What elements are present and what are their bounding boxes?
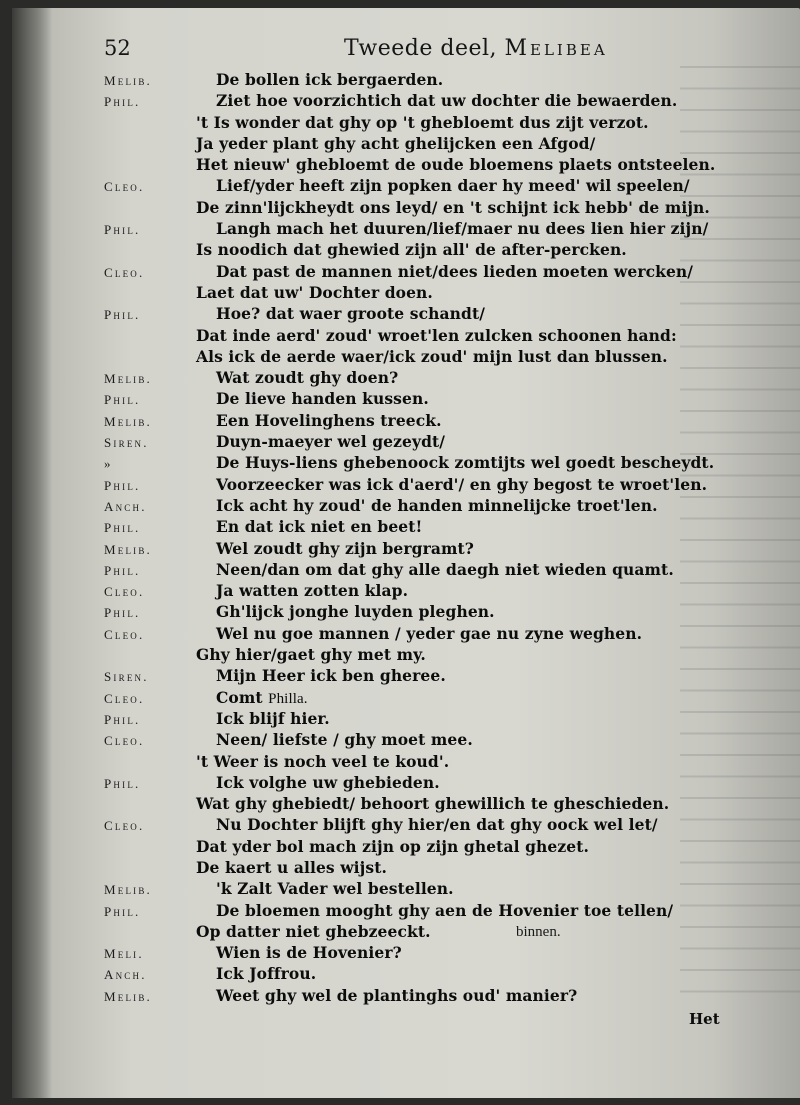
speech-words: De Huys-liens ghebenoock zomtijts wel goedt bescheydt. (216, 453, 715, 473)
speaker-label: Phil. (104, 775, 141, 791)
speaker-label: Cleo. (104, 690, 145, 706)
speaker-label: Phil. (104, 520, 141, 536)
speech-text (196, 155, 715, 174)
dialogue-line (104, 624, 744, 645)
speech-words: Ziet hoe voorzichtich dat uw dochter die bewaerden. (216, 91, 678, 111)
speech-text (216, 879, 454, 898)
dialogue-line (104, 517, 744, 538)
speech-text (216, 517, 422, 536)
dialogue-line (104, 453, 744, 474)
speech-text (216, 475, 707, 494)
running-header (104, 36, 644, 66)
dialogue-line (104, 91, 744, 112)
speech-words: 't Weer is noch veel te koud'. (196, 751, 450, 771)
speech-text (216, 389, 429, 408)
catchword: Het (689, 1010, 720, 1028)
speech-text (216, 411, 442, 430)
speech-text (216, 453, 714, 472)
speech-words: Neen/ liefste / ghy moet mee. (216, 730, 473, 750)
speech-text (196, 794, 669, 813)
speech-text (216, 176, 690, 195)
speaker-label: Melib. (104, 882, 153, 898)
speech-roman-name: Philla. (268, 690, 308, 707)
speaker-label: Cleo. (104, 626, 145, 642)
dialogue-line (104, 368, 744, 389)
speech-text (216, 432, 445, 451)
speaker-label: Melib. (104, 371, 153, 387)
speech-text (196, 922, 431, 941)
dialogue-line (104, 602, 744, 623)
speaker-label: Anch. (104, 498, 147, 514)
speech-text (196, 858, 387, 877)
dialogue-line (104, 943, 744, 964)
speech-text (216, 709, 330, 728)
running-title (344, 36, 608, 61)
speech-text (216, 666, 446, 685)
dialogue-line (104, 645, 744, 666)
page-number: 52 (104, 36, 131, 60)
speech-words: Wat ghy ghebiedt/ behoort ghewillich te gheschieden. (196, 794, 670, 814)
speech-words: Wat zoudt ghy doen? (216, 368, 399, 388)
dialogue-line (104, 539, 744, 560)
speaker-label: Phil. (104, 562, 141, 578)
speech-text (196, 326, 677, 345)
running-title-name: Melibea (504, 36, 608, 61)
dialogue-line (104, 794, 744, 815)
speech-words: 'k Zalt Vader wel bestellen. (216, 879, 454, 899)
dialogue-line (104, 709, 744, 730)
speech-words: Duyn-maeyer wel gezeydt/ (216, 432, 446, 452)
speech-words: Ghy hier/gaet ghy met my. (196, 645, 426, 665)
dialogue-line (104, 347, 744, 368)
speaker-label: Phil. (104, 903, 141, 919)
speaker-label: Phil. (104, 711, 141, 727)
dialogue-line (104, 752, 744, 773)
dialogue-line (104, 560, 744, 581)
dialogue-line (104, 475, 744, 496)
speech-text (216, 730, 473, 749)
dialogue-line (104, 901, 744, 922)
speech-words: De lieve handen kussen. (216, 389, 429, 409)
speech-words: Voorzeecker was ick d'aerd'/ en ghy begost te wroet'len. (216, 474, 708, 494)
speech-text (216, 964, 316, 983)
dialogue-line (104, 155, 744, 176)
dialogue-line (104, 879, 744, 900)
speech-words: Ick Joffrou. (216, 964, 317, 984)
speech-words: Wel nu goe mannen / yeder gae nu zyne weghen. (216, 623, 643, 643)
speaker-label: Meli. (104, 946, 144, 962)
speech-text (216, 901, 673, 920)
speech-text (196, 283, 433, 302)
speaker-label: Phil. (104, 222, 141, 238)
dialogue-line (104, 666, 744, 687)
dialogue-line (104, 304, 744, 325)
speaker-label: Melib. (104, 73, 153, 88)
speech-text (216, 581, 408, 600)
dialogue-line (104, 986, 744, 1007)
speech-words: Neen/dan om dat ghy alle daegh niet wieden quamt. (216, 559, 674, 579)
book-page (12, 8, 800, 1098)
dialogue-line (104, 113, 744, 134)
speaker-label: Phil. (104, 307, 141, 323)
speaker-label: Cleo. (104, 818, 145, 834)
dialogue-line (104, 176, 744, 197)
speech-text (216, 496, 658, 515)
dialogue-line (104, 432, 744, 453)
speech-words: De kaert u alles wijst. (196, 857, 387, 877)
speaker-label: Phil. (104, 392, 141, 408)
dialogue-line (104, 773, 744, 794)
speaker-label: Siren. (104, 669, 149, 685)
dialogue-line (104, 730, 744, 751)
speech-words: Mijn Heer ick ben gheree. (216, 666, 446, 686)
dialogue-line (104, 389, 744, 410)
speech-text (196, 645, 426, 664)
speech-words: Nu Dochter blijft ghy hier/en dat ghy oock wel let/ (216, 815, 658, 835)
page-gutter-shadow (12, 8, 52, 1098)
speaker-label: Cleo. (104, 733, 145, 749)
speaker-label: Melib. (104, 541, 153, 557)
speaker-label: Phil. (104, 605, 141, 621)
speech-text (216, 943, 402, 962)
speech-text (216, 560, 674, 579)
speech-text (216, 368, 398, 387)
speech-words: Wel zoudt ghy zijn bergramt? (216, 538, 474, 558)
speech-words: Is noodich dat ghewied zijn all' de after-percken. (196, 240, 627, 260)
speech-text (196, 240, 627, 259)
dialogue-line (104, 411, 744, 432)
dialogue-line (104, 240, 744, 261)
speech-text (216, 539, 474, 558)
speech-words: Ick blijf hier. (216, 708, 330, 728)
speech-text (216, 219, 708, 238)
speech-words: Weet ghy wel de plantinghs oud' manier? (216, 985, 578, 1005)
dialogue-line (104, 688, 744, 709)
dialogue-line (104, 198, 744, 219)
speaker-label: Siren. (104, 435, 149, 451)
running-title-main: Tweede deel, (344, 36, 505, 61)
dialogue-line (104, 496, 744, 517)
speech-words: Wien is de Hovenier? (216, 943, 402, 963)
dialogue-line (104, 283, 744, 304)
dialogue-line (104, 219, 744, 240)
speech-text (196, 113, 649, 132)
speech-text (196, 837, 589, 856)
dialogue-line (104, 858, 744, 879)
speech-text (196, 347, 668, 366)
speech-text (216, 262, 693, 281)
speech-words: De zinn'lijckheydt ons leyd/ en 't schijnt ick hebb' de mijn. (196, 197, 710, 217)
dialogue-line (104, 134, 744, 155)
speech-text (216, 815, 658, 834)
dialogue-line (104, 326, 744, 347)
speech-words: De bloemen mooght ghy aen de Hovenier toe tellen/ (216, 900, 674, 920)
speech-words: Langh mach het duuren/lief/maer nu dees lien hier zijn/ (216, 219, 709, 239)
speech-words: Als ick de aerde waer/ick zoud' mijn lust dan blussen. (196, 346, 668, 366)
speech-words: Ick volghe uw ghebieden. (216, 772, 440, 792)
speech-text (216, 986, 577, 1005)
speaker-label: Melib. (104, 413, 153, 429)
dialogue-line (104, 922, 744, 943)
speech-words: Dat yder bol mach zijn op zijn ghetal ghezet. (196, 836, 589, 856)
dialogue-line (104, 964, 744, 985)
speech-words: Lief/yder heeft zijn popken daer hy meed' wil speelen/ (216, 176, 690, 196)
dialogue-line (104, 262, 744, 283)
speech-words: Hoe? dat waer groote schandt/ (216, 304, 485, 324)
speech-words: Het nieuw' ghebloemt de oude bloemens plaets ontsteelen. (196, 155, 716, 175)
speech-words: Dat inde aerd' zoud' wroet'len zulcken schoonen hand: (196, 325, 677, 345)
speech-text (216, 624, 642, 643)
speech-words: Dat past de mannen niet/dees lieden moeten wercken/ (216, 261, 694, 281)
speech-words: Comt (216, 687, 269, 707)
dialogue-lines (104, 70, 744, 1007)
speech-words: Ja watten zotten klap. (216, 581, 409, 601)
speech-words: Gh'lijck jonghe luyden pleghen. (216, 602, 495, 622)
speech-words: Ja yeder plant ghy acht ghelijcken een Afgod/ (196, 133, 596, 153)
stage-direction: binnen. (516, 923, 561, 940)
speech-text (216, 304, 485, 323)
speech-text (216, 70, 443, 89)
speech-text (216, 688, 308, 708)
speech-text (216, 773, 440, 792)
speaker-label: Cleo. (104, 584, 145, 600)
speech-text (216, 91, 677, 110)
speaker-label: Phil. (104, 94, 141, 110)
dialogue-line (104, 815, 744, 836)
dialogue-line (104, 837, 744, 858)
speech-words: Op datter niet ghebzeeckt. (196, 921, 431, 941)
speech-text (196, 134, 595, 153)
speech-words: Een Hovelinghens treeck. (216, 410, 442, 430)
dialogue-line (104, 581, 744, 602)
speech-text (196, 752, 449, 771)
speaker-label: Melib. (104, 988, 153, 1004)
speech-words: De bollen ick bergaerden. (216, 70, 444, 89)
speaker-label: Anch. (104, 967, 147, 983)
speech-words: 't Is wonder dat ghy op 't ghebloemt dus zijt verzot. (196, 112, 649, 132)
speech-text (216, 602, 495, 621)
speech-words: En dat ick niet en beet! (216, 517, 423, 537)
speaker-label: Phil. (104, 477, 141, 493)
speech-words: Laet dat uw' Dochter doen. (196, 282, 433, 302)
speaker-label: » (104, 456, 113, 472)
speech-words: Ick acht hy zoud' de handen minnelijcke troet'len. (216, 495, 658, 515)
speech-text (196, 198, 710, 217)
speaker-label: Cleo. (104, 264, 145, 280)
speaker-label: Cleo. (104, 179, 145, 195)
dialogue-line (104, 70, 744, 91)
